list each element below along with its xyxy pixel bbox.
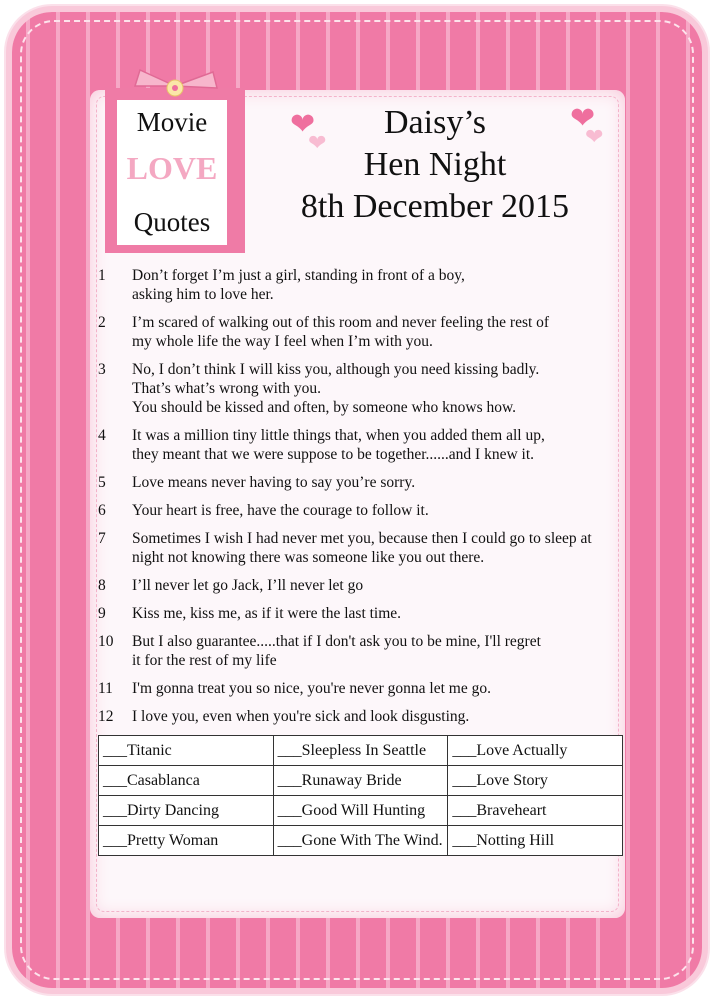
quote-item: [98, 679, 623, 698]
title-line: Hen Night: [363, 146, 507, 183]
movie-answer-cell: ___Titanic: [99, 736, 274, 766]
title-line: 8th December 2015: [300, 188, 570, 225]
quote-number: 3: [98, 361, 106, 378]
quote-text: [132, 473, 623, 492]
quote-line: asking him to love her.: [132, 286, 274, 303]
quote-list: [98, 266, 623, 726]
movie-answer-cell: ___Sleepless In Seattle: [273, 736, 448, 766]
heart-icon: ❤: [570, 102, 596, 135]
heart-icon: ❤: [308, 130, 327, 155]
quote-text: [132, 707, 623, 726]
quote-item: [98, 604, 623, 623]
quiz-content: [98, 266, 623, 856]
title-line: Daisy’s: [384, 104, 486, 141]
quote-number: 8: [98, 577, 106, 594]
page-title: [250, 102, 620, 228]
quote-item: [98, 266, 623, 304]
movie-answer-cell: ___Dirty Dancing: [99, 796, 274, 826]
quote-line: they meant that we were suppose to be together......and I knew it.: [132, 446, 535, 463]
movie-answer-cell: ___Gone With The Wind.: [273, 826, 448, 856]
quote-line: Your heart is free, have the courage to follow it.: [132, 502, 429, 519]
quote-line: it for the rest of my life: [132, 652, 277, 669]
quote-text: [132, 266, 623, 304]
movie-answer-cell: ___Love Story: [448, 766, 623, 796]
movie-answer-cell: ___Pretty Woman: [99, 826, 274, 856]
quote-item: [98, 360, 623, 417]
answer-table: [98, 735, 623, 856]
quote-item: [98, 529, 623, 567]
quote-item: [98, 426, 623, 464]
quote-text: [132, 360, 623, 417]
quote-number: 9: [98, 605, 106, 622]
table-row: [99, 736, 623, 766]
quote-item: [98, 632, 623, 670]
quote-text: [132, 679, 623, 698]
quote-text: [132, 604, 623, 623]
quote-number: 1: [98, 267, 106, 284]
quote-number: 2: [98, 314, 106, 331]
love-decoration: LOVE: [126, 150, 218, 186]
movie-answer-cell: ___Runaway Bride: [273, 766, 448, 796]
movie-answer-cell: ___Notting Hill: [448, 826, 623, 856]
logo-line-2: Quotes: [133, 207, 211, 237]
quote-line: Kiss me, kiss me, as if it were the last time.: [132, 605, 402, 622]
movie-answer-cell: ___Good Will Hunting: [273, 796, 448, 826]
quote-line: That’s what’s wrong with you.: [132, 380, 321, 397]
quote-number: 5: [98, 474, 106, 491]
quote-line: You should be kissed and often, by someone who knows how.: [132, 399, 517, 416]
heart-icon: ❤: [585, 124, 604, 149]
quote-line: I’m scared of walking out of this room and never feeling the rest of: [132, 314, 550, 331]
movie-quotes-logo: [105, 88, 245, 253]
quote-item: [98, 501, 623, 520]
logo-line-1: Movie: [136, 107, 208, 137]
quote-item: [98, 576, 623, 595]
quote-line: I’ll never let go Jack, I’ll never let go: [132, 577, 364, 594]
movie-answer-cell: ___Casablanca: [99, 766, 274, 796]
table-row: [99, 796, 623, 826]
movie-answer-cell: ___Braveheart: [448, 796, 623, 826]
quote-text: [132, 632, 623, 670]
quote-number: 6: [98, 502, 106, 519]
heart-icon: ❤: [290, 108, 316, 141]
quote-item: [98, 707, 623, 726]
quote-line: my whole life the way I feel when I’m with you.: [132, 333, 433, 350]
quote-number: 7: [98, 530, 106, 547]
quote-line: No, I don’t think I will kiss you, although you need kissing badly.: [132, 361, 540, 378]
quote-line: Don’t forget I’m just a girl, standing in front of a boy,: [132, 267, 465, 284]
quote-line: I love you, even when you're sick and look disgusting.: [132, 708, 470, 725]
ribbon-bow-icon: [125, 68, 225, 98]
quote-line: Love means never having to say you’re sorry.: [132, 474, 416, 491]
quote-item: [98, 313, 623, 351]
quote-text: [132, 426, 623, 464]
quote-text: [132, 576, 623, 595]
quote-number: 10: [98, 633, 114, 650]
quote-number: 4: [98, 427, 106, 444]
quote-text: [132, 313, 623, 351]
quote-line: night not knowing there was someone like you out there.: [132, 549, 485, 566]
quote-text: [132, 501, 623, 520]
quote-item: [98, 473, 623, 492]
quote-number: 11: [98, 680, 113, 697]
quote-line: But I also guarantee.....that if I don't ask you to be mine, I'll regret: [132, 633, 541, 650]
quote-number: 12: [98, 708, 114, 725]
table-row: [99, 826, 623, 856]
table-row: [99, 766, 623, 796]
movie-answer-cell: ___Love Actually: [448, 736, 623, 766]
quote-line: Sometimes I wish I had never met you, because then I could go to sleep at: [132, 530, 592, 547]
quote-text: [132, 529, 623, 567]
quote-line: I'm gonna treat you so nice, you're never gonna let me go.: [132, 680, 491, 697]
quote-line: It was a million tiny little things that, when you added them all up,: [132, 427, 545, 444]
